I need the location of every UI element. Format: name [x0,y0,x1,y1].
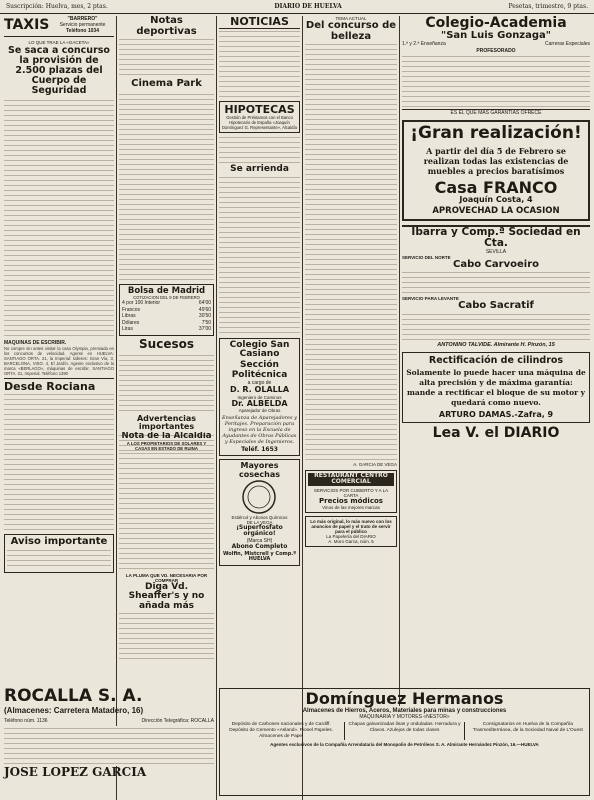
barrero-service: Servicio permanente [59,22,106,28]
column-4 [305,16,397,696]
abono: Abono Completo [231,542,288,550]
mas-head: Lo más original, lo más nuevo con los anuncios de papel y el trato de servir para el público [310,518,392,534]
rocalla-sub: (Almacenes: Carretera Matadero, 16) [4,705,144,715]
restaurant-sub: SERVICIOS POR CUBIERTO Y A LA CARTA [313,487,389,498]
bolsa-row-value: 49'60 [198,306,211,313]
tema-actual: TEMA ACTUAL [335,16,367,21]
dominguez-head: Domínguez Hermanos [305,689,504,708]
bolsa-row-name: Francos [122,306,141,313]
rocalla-dir: Dirección Telegráfica: ROCALLA [141,717,214,724]
alcaldia-sub: A LOS PROPIETARIOS DE SOLARES Y CASAS EN ESTADO DE RUINA [126,440,207,451]
noticias-head: NOTICIAS [219,16,300,29]
page-header [0,0,594,14]
garantias: ES EL QUE MAS GARANTIAS OFRECE [402,109,590,116]
desde-text [4,392,114,532]
header-right: Pesetas, trimestre, 9 ptas. [508,3,588,10]
dom-left: Depósito de Carbones nacionales y de Cardiff. Depósito de Cemento «Asland». Pionel Papeles. Almacenes de Papel [229,721,334,739]
vinos: Vinos de las mejores marcas [322,504,380,510]
bolsa-row-value: 37'00 [198,326,211,333]
se-arrienda: Se arrienda [230,164,289,175]
damas: ARTURO DAMAS.-Zafra, 9 [438,409,554,419]
rocalla-tel: Teléfono núm. 1136 [4,717,48,724]
profesorado: PROFESORADO [476,47,516,54]
ibarra-head: Ibarra y Comp.ª Sociedad en Cta. [411,225,581,249]
colegio-casiano-head: Colegio San Casiano [229,339,290,359]
hipotecas-head: HIPOTECAS [224,102,295,116]
column-1 [4,16,114,800]
rocalla-ad [4,688,214,796]
dom-mid: Chapas galvanizadas lisas y onduladas. Herradura y Clavos. Azulejos de todas clases [344,722,464,740]
column-3 [219,16,300,800]
ibarra-sub: SEVILLA [485,248,507,255]
maquinas-body: No compre sin antes visitar la casa Olympia, premiada en los concursos de velocidad. Agente en HUELVA: SANTIAGO ORTA. 21, la Imperial: talleres: Gran Vía, 3, BARCELONA, VISO. 4, El Jardín. Agente exclusivo de la marca «BERLAGO», máquinas de escribir. SANTIAGO ORTA. 21, Imperial. Teléfono 1390 [4,345,114,376]
albelda-title: Aparejador de Obras [238,408,281,414]
bolsa-row-name: Libras [122,313,136,320]
rectif-body: Solamente lo puede hacer una máquina de alta precisión y de máxima garantía: mande a rectificar el bloque de su motor y quedará como nuevo. [406,367,586,407]
telef: Teléf. 1653 [241,446,278,454]
superfosfato: ¡Superfosfato orgánico! [236,524,283,538]
bolsa-row-value: 7'50 [201,319,211,326]
barrero-name: "BARRERO" [67,16,98,22]
rocalla-head: ROCALLA S. A. [4,686,143,706]
dom-foot: Agentes exclusivos de la Compañía Arrendataria del Monopolio de Petróleos S. A. Almirante Hernández Pinzón, 16.—HUELVA [270,741,539,747]
lopez-garcia: JOSE LOPEZ GARCIA [4,765,147,780]
vegas: DE LA VEGA [246,520,273,526]
barrero-phone: Teléfono 1034 [66,28,99,34]
dominguez-ad [219,688,590,796]
cinema-head: Cinema Park [131,78,202,89]
colegio-academia-head: Colegio-Academia [425,16,567,31]
carreras: Carreras Especiales [544,41,590,48]
header-left: Suscripción: Huelva, mes, 2 ptas. [6,3,108,10]
realizacion-body: A partir del día 5 de Febrero se realizan todas las existencias de muebles a precios baratísimos [423,145,569,176]
mas-addr: A. Moro Garca, núm. 5 [328,538,374,544]
franco-head: Casa FRANCO [434,177,558,197]
sucesos-head: Sucesos [139,336,194,351]
aviso-head: Aviso importante [10,536,108,548]
estrella: Estiércol y Abonos Químicos [231,515,288,521]
bolsa-row-name: Liras [122,326,133,333]
albelda: Dr. ALBELDA [231,398,288,408]
colegio-name: "San Luis Gonzaga" [441,29,551,41]
ensenanza-text: Enseñanza de Aparejadores y Peritajes. Preparación para ingreso en la Escuela de Ayudantes de Obras Públicas y Especiales de Ingenieros. [222,415,297,446]
acargo: a cargo de [247,380,272,387]
servicio-norte: SERVICIO DEL NORTE [402,254,451,260]
main-headline: Se saca a concurso la provisión de 2.500 plazas del Cuerpo de Seguridad [8,45,110,96]
bolsa-head: Bolsa de Madrid [127,285,206,296]
concurso-head: Del concurso de belleza [305,20,397,42]
franco-addr: Joaquín Costa, 4 [459,195,533,205]
wolfin: Wolfin, Mistcrell y Comp.º HUELVA [222,551,297,563]
bolsa-table [122,300,211,333]
alcaldia-head: Nota de la Alcaldía [121,432,212,441]
dom-right: Consignatarios en Huelva de la Compañía Trasmediterránea, de la Sociedad Naval de L'Ouest [472,721,583,733]
bolsa-row-name: 4 por 100 Interior [122,300,161,307]
notas-head: Notas deportivas [136,16,197,37]
rectif-head: Rectificación de cilindros [428,354,564,366]
sacratif: Cabo Sacratif [458,300,534,312]
lea-diario: Lea V. el DIARIO [432,425,560,442]
realizacion-head: ¡Gran realización! [410,122,582,143]
franco-tag: APROVECHAD LA OCASION [432,205,560,216]
intro-head: LO QUE TRAE LA «GACETA» [28,40,90,45]
advert-head: Advertencias importantes [136,413,197,431]
mas-sub: La Papelería del DIARIO [326,533,376,539]
bolsa-row-value: 30'50 [198,313,211,320]
main-article-text [4,98,114,338]
dominguez-tag: MAQUINARIA Y MOTORES «NESTOR» [359,713,450,720]
mayores-head: Mayores cosechas [238,461,281,479]
vegas-logo-icon [222,479,297,515]
alcaldia-block [119,432,214,682]
restaurant-head: RESTAURANT CENTRO COMERCIAL [308,473,394,486]
olalla-title: Ingeniero de Caminos [237,394,282,400]
seccion-head: Sección Politécnica [231,360,288,380]
maquinas-head: MAQUINAS DE ESCRIBIR. [4,339,67,346]
consignatario: ANTONINO TALVIDE. Almirante H. Pinzón, 15 [437,341,555,348]
ensenanza: 1.ª y 2.ª Enseñanza [402,41,446,48]
hipotecas-body: Gestión de Préstamos con el Banco Hipotecario de España «Joaquín Domínguez G. Representante», Alcaldía [222,115,297,131]
taxis-title: TAXIS [4,16,50,33]
marca: (Marca SH) [246,537,273,544]
bolsa-row-name: Dólares [122,319,140,326]
servicio-levante: SERVICIO PARA LEVANTE [402,296,459,302]
sheaffer-ad: Diga Vd. Sheaffer's y no añada más [128,581,205,611]
dominguez-sub: Almacenes de Hierros, Aceros, Materiales para minas y construcciones [302,707,507,714]
olalla: D. R. OLALLA [229,385,290,395]
pluma-head: LA PLUMA QUE VD. NECESARIA POR COMPRAR [125,572,208,583]
precios: Precios módicos [319,496,383,505]
firma: A. GARCIA DE VEGA [353,462,397,467]
bolsa-date: COTIZACION DEL 9 DE FEBRERO [133,295,200,301]
header-center: DIARIO DE HUELVA [274,3,342,10]
carvoeiro: Cabo Carvoeiro [452,258,539,270]
column-5 [402,16,590,686]
bolsa-row-value: 64'00 [198,300,211,307]
desde-head: Desde Rociana [4,379,96,393]
